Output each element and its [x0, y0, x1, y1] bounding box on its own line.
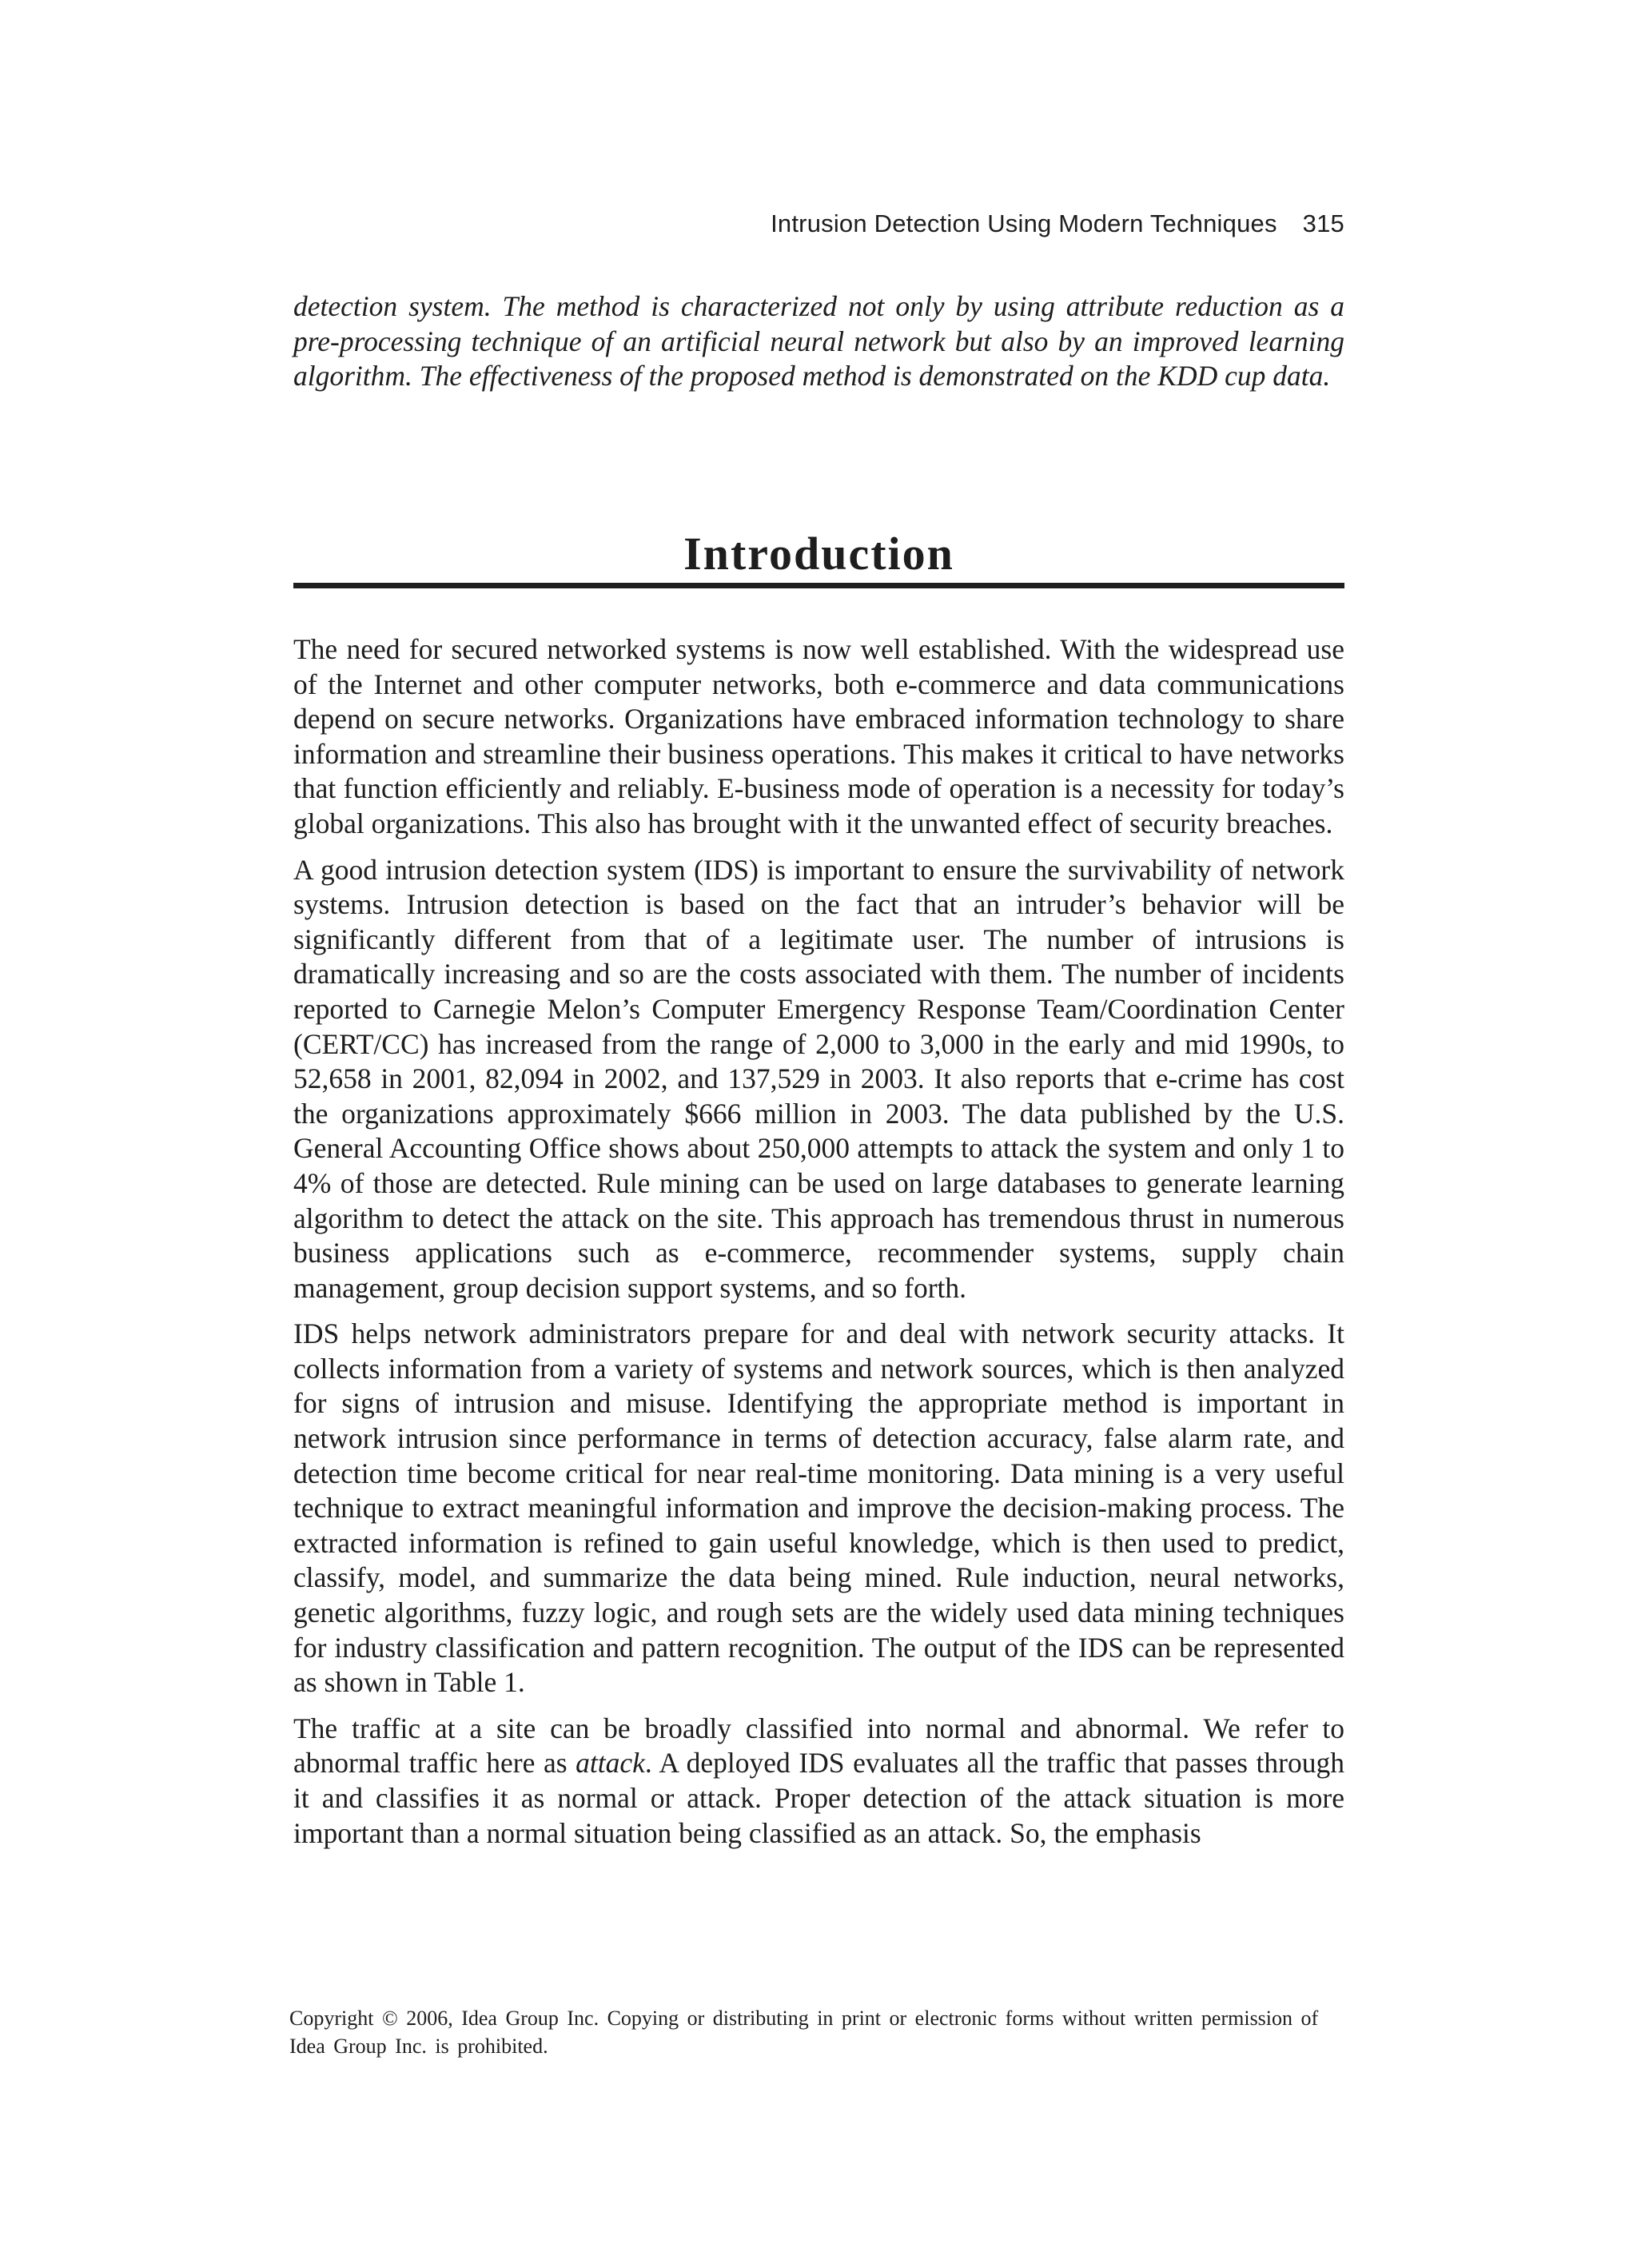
- running-title: Intrusion Detection Using Modern Techniques: [771, 209, 1277, 237]
- section-title: Introduction: [683, 528, 954, 580]
- paragraph-4-part-1: The traffic at a site can be broadly classified into normal and abnormal. We refer to abnormal traffic here as: [293, 1712, 1344, 1780]
- paragraph-4-part-2: . A deployed IDS evaluates all the traffic that passes through it and classifies it as normal or attack. Proper detection of the attack situation is more important than a normal situation being classified as an attack. So, the emphasis: [293, 1747, 1344, 1849]
- paragraph-1: The need for secured networked systems is now well established. With the widespread use of the Internet and other computer networks, both e-commerce and data communications depend on secure networks. Organizations have embraced information technology to share information and streamline their business operations. This makes it critical to have networks that function efficiently and reliably. E-business mode of operation is a necessity for today’s global organizations. This also has brought with it the unwanted effect of security breaches.: [293, 633, 1344, 839]
- paragraph-4: [293, 1712, 1344, 1851]
- page-number: 315: [1302, 209, 1344, 237]
- paragraph-2: A good intrusion detection system (IDS) is important to ensure the survivability of network systems. Intrusion detection is based on the fact that an intruder’s behavior will be significantly different from that of a legitimate user. The number of intrusions is dramatically increasing and so are the costs associated with them. The number of incidents reported to Carnegie Melon’s Computer Emergency Response Team/Coordination Center (CERT/CC) has increased from the range of 2,000 to 3,000 in the early and mid 1990s, to 52,658 in 2001, 82,094 in 2002, and 137,529 in 2003. It also reports that e-crime has cost the organizations approximately $666 million in 2003. The data published by the U.S. General Accounting Office shows about 250,000 attempts to attack the system and only 1 to 4% of those are detected. Rule mining can be used on large databases to generate learning algorithm to detect the attack on the site. This approach has tremendous thrust in numerous business applications such as e-commerce, recommender systems, supply chain management, group decision support systems, and so forth.: [293, 853, 1344, 1304]
- section-divider: [293, 583, 1344, 588]
- copyright-footer: Copyright © 2006, Idea Group Inc. Copying or distributing in print or electronic forms without written permission of Idea Group Inc. is prohibited.: [289, 2007, 1319, 2058]
- abstract-text: detection system. The method is characterized not only by using attribute reduction as a pre-processing technique of an artificial neural network but also by an improved learning algorithm. The effectiveness of the proposed method is demonstrated on the KDD cup data.: [293, 290, 1344, 393]
- running-header: [771, 209, 1344, 238]
- body-text: [293, 632, 1344, 1862]
- paragraph-4-emphasis: attack: [576, 1747, 645, 1780]
- paragraph-3: IDS helps network administrators prepare for and deal with network security attacks. It collects information from a variety of systems and network sources, which is then analyzed for signs of intrusion and misuse. Identifying the appropriate method is important in network intrusion since performance in terms of detection accuracy, false alarm rate, and detection time become critical for near real-time monitoring. Data mining is a very useful technique to extract meaningful information and improve the decision-making process. The extracted information is refined to gain useful knowledge, which is then used to predict, classify, model, and summarize the data being mined. Rule induction, neural networks, genetic algorithms, fuzzy logic, and rough sets are the widely used data mining techniques for industry classification and pattern recognition. The output of the IDS can be represented as shown in Table 1.: [293, 1317, 1344, 1699]
